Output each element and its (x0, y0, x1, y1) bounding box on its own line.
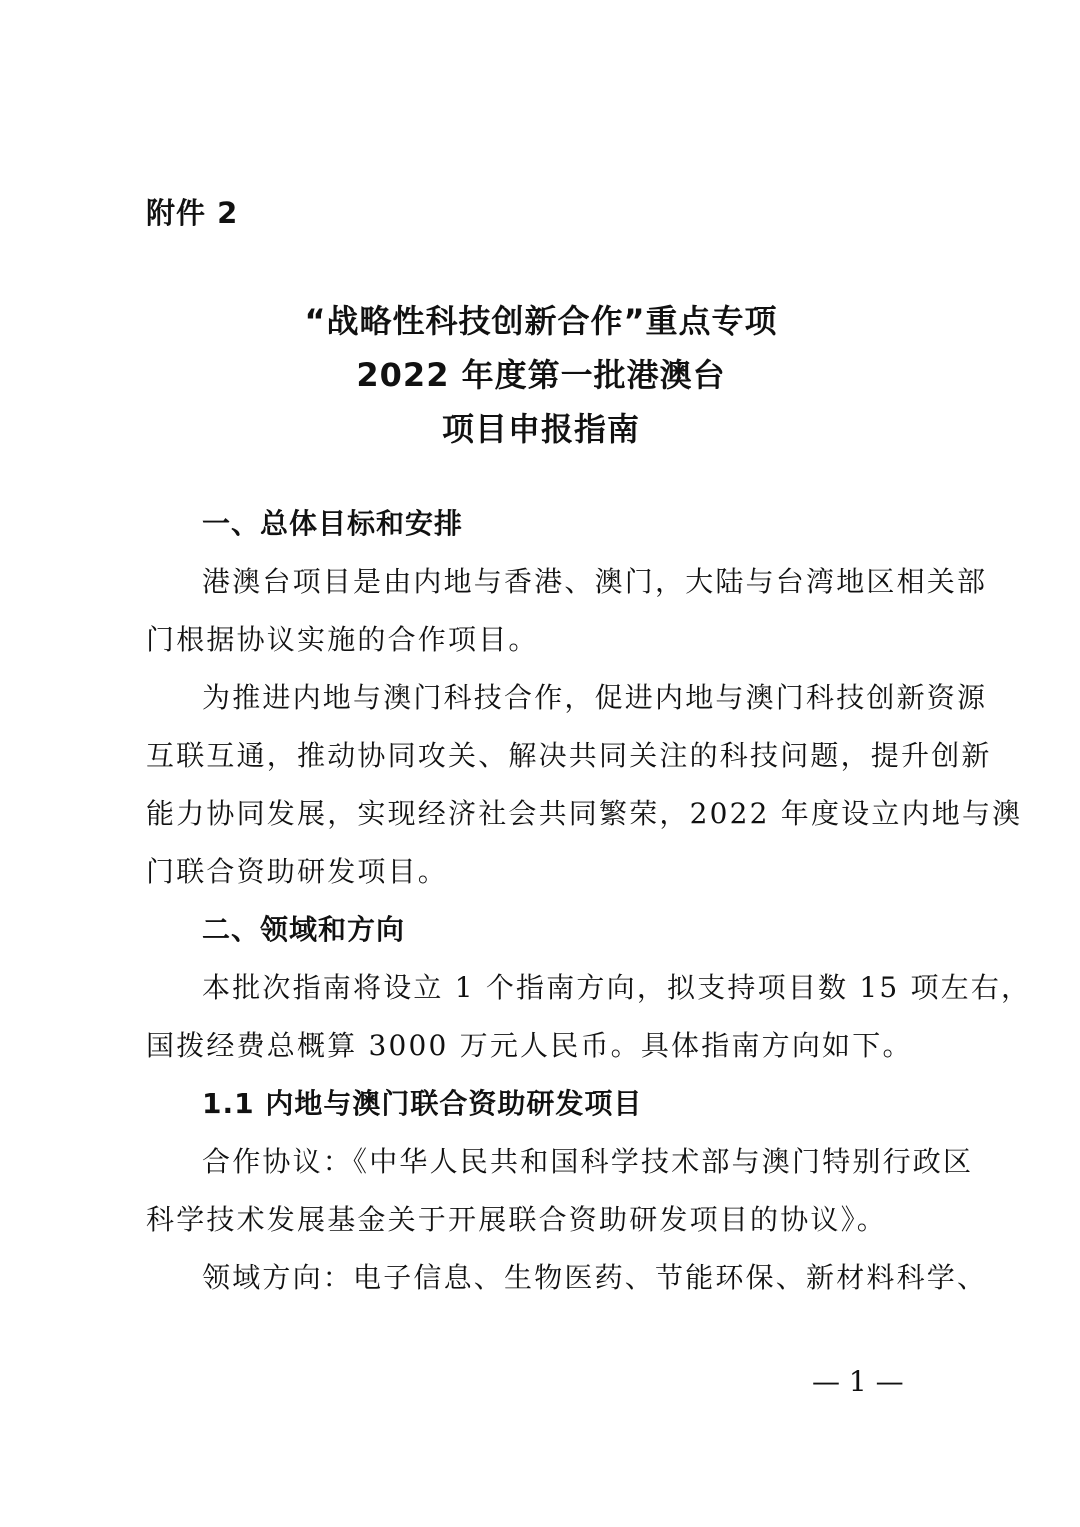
title-line-3: 项目申报指南 (441, 410, 640, 448)
document-body (146, 495, 1032, 1307)
paragraph-line: 合作协议：《中华人民共和国科学技术部与澳门特别行政区 (202, 1145, 974, 1178)
paragraph-line: 互联互通，推动协同攻关、解决共同关注的科技问题，提升创新 (146, 739, 992, 772)
paragraph-line: 为推进内地与澳门科技合作，促进内地与澳门科技创新资源 (202, 681, 988, 714)
attachment-label: 附件 2 (146, 196, 239, 230)
paragraph-line: 门联合资助研发项目。 (146, 855, 449, 888)
paragraph-line: 科学技术发展基金关于开展联合资助研发项目的协议》。 (146, 1203, 888, 1236)
title-line-1: “战略性科技创新合作”重点专项 (304, 302, 778, 340)
title-line-2: 2022 年度第一批港澳台 (356, 356, 726, 394)
paragraph-line: 本批次指南将设立 1 个指南方向，拟支持项目数 15 项左右， (202, 971, 1032, 1004)
paragraph-line: 能力协同发展，实现经济社会共同繁荣，2022 年度设立内地与澳 (146, 797, 1023, 830)
paragraph-line: 领域方向：电子信息、生物医药、节能环保、新材料科学、 (202, 1261, 988, 1294)
subsection-heading: 1.1 内地与澳门联合资助研发项目 (202, 1087, 643, 1120)
paragraph-line: 港澳台项目是由内地与香港、澳门，大陆与台湾地区相关部 (202, 565, 988, 598)
section-heading-fields-directions: 二、领域和方向 (202, 913, 406, 946)
paragraph-line: 国拨经费总概算 3000 万元人民币。具体指南方向如下。 (146, 1029, 913, 1062)
paragraph-line: 门根据协议实施的合作项目。 (146, 623, 539, 656)
page-number: — 1 — (812, 1365, 904, 1398)
document-title (146, 294, 936, 456)
section-heading-overall-goals: 一、总体目标和安排 (202, 507, 464, 540)
